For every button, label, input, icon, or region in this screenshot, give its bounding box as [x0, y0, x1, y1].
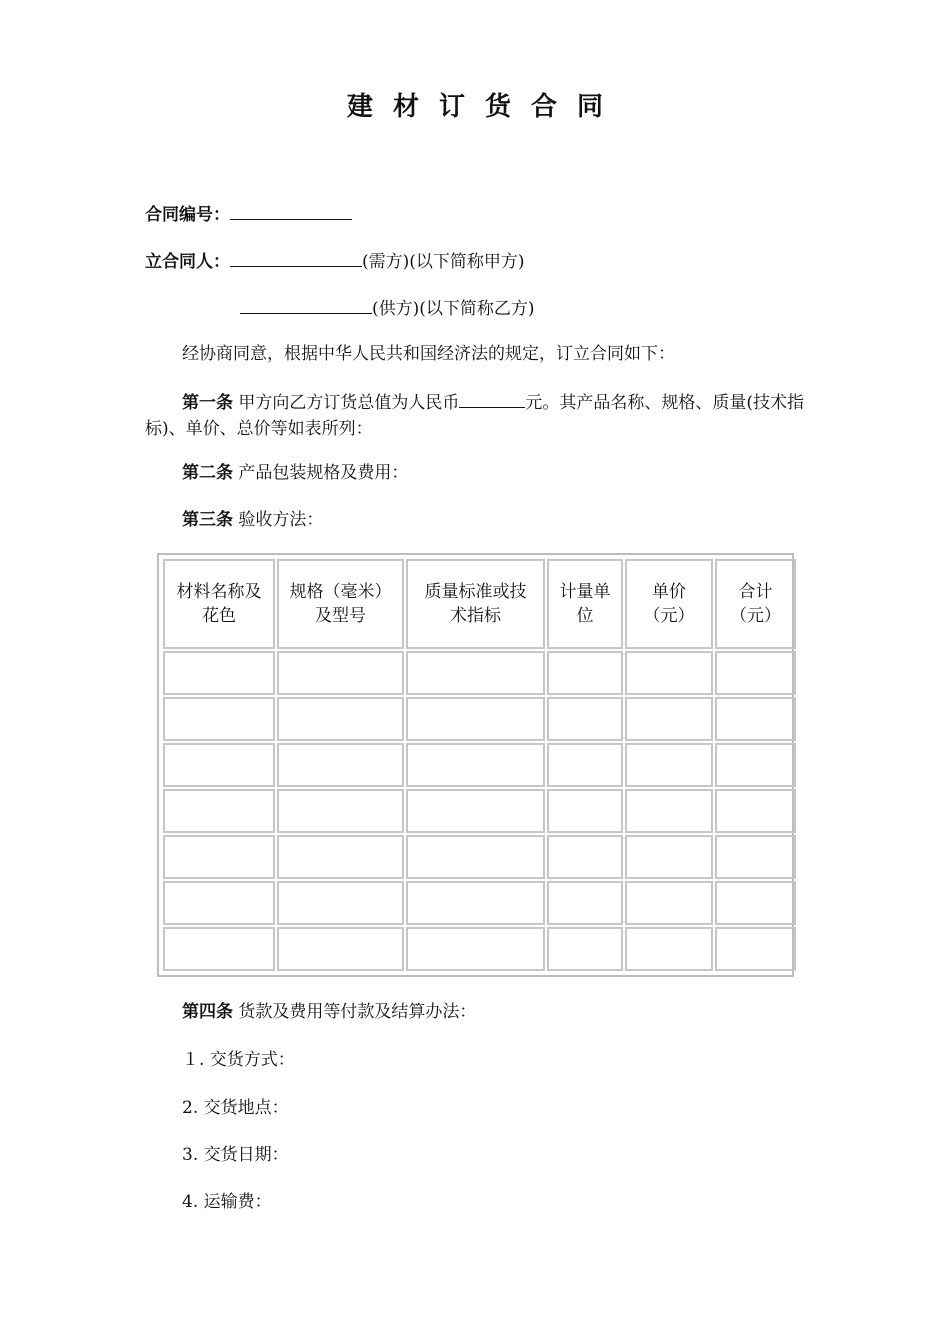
buyer-line	[145, 246, 525, 275]
parties-label: 立合同人：	[145, 252, 230, 272]
table-cell[interactable]	[625, 697, 713, 741]
table-cell[interactable]	[277, 697, 404, 741]
table-cell[interactable]	[163, 881, 275, 925]
table-row	[163, 743, 796, 787]
table-cell[interactable]	[277, 835, 404, 879]
table-cell[interactable]	[163, 835, 275, 879]
table-cell[interactable]	[277, 743, 404, 787]
seller-blank[interactable]	[240, 293, 372, 314]
table-cell[interactable]	[715, 927, 796, 971]
table-cell[interactable]	[163, 789, 275, 833]
table-cell[interactable]	[625, 789, 713, 833]
delivery-date-item: 3. 交货日期：	[182, 1145, 289, 1165]
article-3	[182, 507, 323, 533]
buyer-blank[interactable]	[230, 246, 362, 267]
contract-number-label: 合同编号：	[145, 205, 230, 225]
table-header-row	[163, 559, 796, 649]
document-title: 建材订货合同	[346, 92, 623, 122]
table-row	[163, 789, 796, 833]
table-cell[interactable]	[406, 789, 545, 833]
header-spec-model: 规格（毫米） 及型号	[277, 559, 404, 649]
article-1-label: 第一条	[182, 393, 233, 413]
article-4-label: 第四条	[182, 1002, 233, 1022]
table-cell[interactable]	[406, 697, 545, 741]
table-cell[interactable]	[406, 927, 545, 971]
table-cell[interactable]	[547, 651, 623, 695]
article-3-label: 第三条	[182, 510, 233, 530]
table-cell[interactable]	[163, 927, 275, 971]
seller-suffix: (供方)(以下简称乙方)	[372, 299, 535, 319]
table-row	[163, 927, 796, 971]
header-total: 合计 （元）	[715, 559, 796, 649]
table-cell[interactable]	[547, 835, 623, 879]
table-cell[interactable]	[715, 743, 796, 787]
article-2-text: 产品包装规格及费用：	[233, 463, 409, 483]
table-cell[interactable]	[625, 835, 713, 879]
table-row	[163, 881, 796, 925]
table-cell[interactable]	[625, 743, 713, 787]
table-cell[interactable]	[547, 743, 623, 787]
table-cell[interactable]	[277, 789, 404, 833]
materials-table	[157, 553, 794, 977]
article-4-text: 货款及费用等付款及结算办法：	[233, 1002, 477, 1022]
intro-text: 经协商同意，根据中华人民共和国经济法的规定，订立合同如下：	[182, 344, 675, 364]
article-3-text: 验收方法：	[233, 510, 324, 530]
table-cell[interactable]	[163, 743, 275, 787]
table-cell[interactable]	[625, 881, 713, 925]
table-cell[interactable]	[625, 927, 713, 971]
table-cell[interactable]	[406, 651, 545, 695]
table-cell[interactable]	[277, 881, 404, 925]
table-cell[interactable]	[547, 881, 623, 925]
table-cell[interactable]	[715, 697, 796, 741]
contract-number-blank[interactable]	[230, 199, 352, 220]
header-quality-standard: 质量标准或技 术指标	[406, 559, 545, 649]
article-1-text-a: 甲方向乙方订货总值为人民币	[233, 393, 460, 413]
table-cell[interactable]	[547, 697, 623, 741]
table-cell[interactable]	[715, 651, 796, 695]
header-unit-price: 单价 （元）	[625, 559, 713, 649]
article-1-text-b: 元。其产品名称、规格、质量(技术指标)、单价、总价等如表所列：	[145, 393, 805, 439]
table-row	[163, 835, 796, 879]
table-cell[interactable]	[163, 697, 275, 741]
table-cell[interactable]	[715, 835, 796, 879]
article-4	[182, 999, 476, 1025]
freight-item: 4. 运输费：	[182, 1192, 272, 1212]
table-row	[163, 697, 796, 741]
seller-line	[240, 293, 535, 322]
table-cell[interactable]	[406, 743, 545, 787]
table-cell[interactable]	[547, 789, 623, 833]
table-cell[interactable]	[163, 651, 275, 695]
table-cell[interactable]	[715, 789, 796, 833]
table-cell[interactable]	[406, 835, 545, 879]
total-amount-blank[interactable]	[459, 387, 525, 408]
table-row	[163, 651, 796, 695]
article-2	[182, 460, 408, 486]
table-cell[interactable]	[406, 881, 545, 925]
table-cell[interactable]	[277, 927, 404, 971]
header-unit: 计量单 位	[547, 559, 623, 649]
article-1	[145, 387, 810, 442]
table-cell[interactable]	[625, 651, 713, 695]
buyer-suffix: (需方)(以下简称甲方)	[362, 252, 525, 272]
delivery-method-item: １. 交货方式：	[182, 1050, 295, 1070]
delivery-location-item: 2. 交货地点：	[182, 1098, 289, 1118]
table-cell[interactable]	[715, 881, 796, 925]
contract-number-line	[145, 199, 352, 228]
header-material-name: 材料名称及 花色	[163, 559, 275, 649]
article-2-label: 第二条	[182, 463, 233, 483]
table-cell[interactable]	[277, 651, 404, 695]
table-cell[interactable]	[547, 927, 623, 971]
